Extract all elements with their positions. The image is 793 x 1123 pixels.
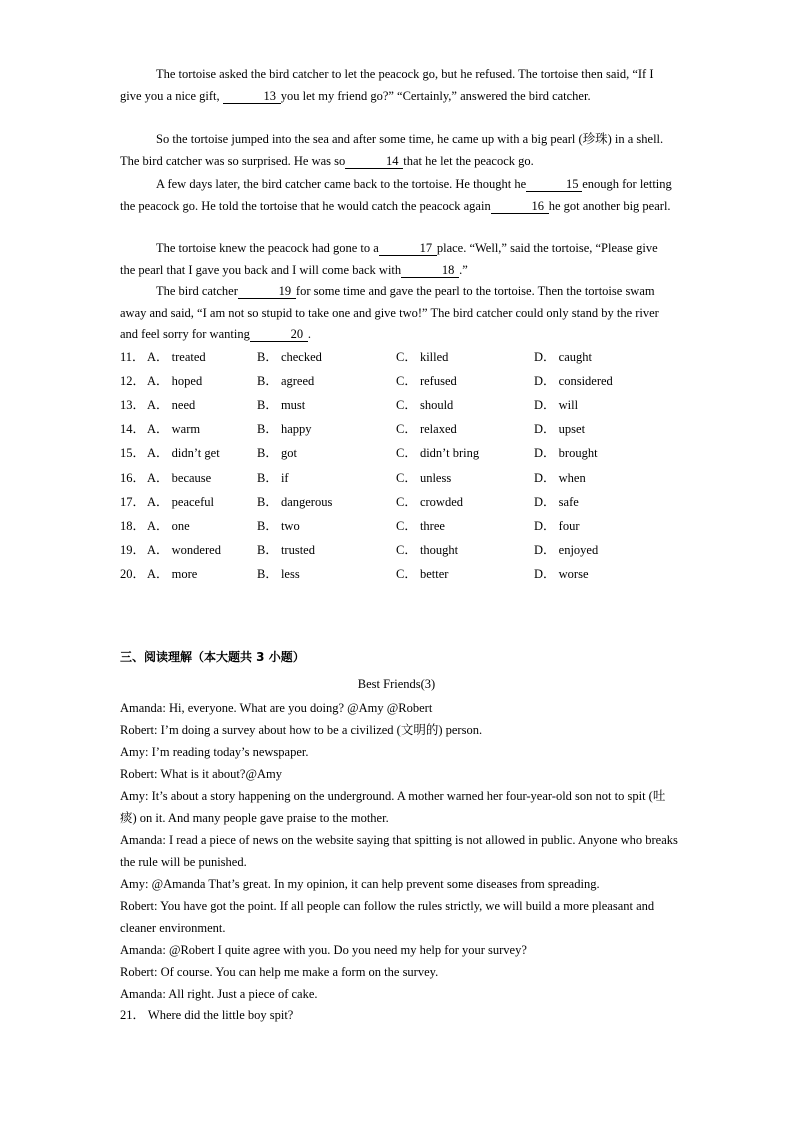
- blank-17: 17: [379, 241, 437, 256]
- option-c[interactable]: C． unless: [396, 471, 452, 485]
- option-a[interactable]: A． more: [147, 567, 198, 581]
- option-row-17: [120, 492, 680, 512]
- blank-19: 19: [238, 284, 296, 299]
- option-d[interactable]: D． brought: [534, 446, 598, 460]
- cloze-paragraph-5: [120, 281, 675, 346]
- cloze-paragraph-4: [120, 238, 675, 281]
- question-number: 14．: [120, 422, 146, 436]
- section-heading: 三、阅读理解（本大题共 3 小题）: [120, 650, 305, 664]
- dialogue-line: Amanda: Hi, everyone. What are you doing? @Amy @Robert: [120, 701, 433, 715]
- option-row-13: [120, 395, 680, 415]
- question-number: 17．: [120, 495, 146, 509]
- option-d[interactable]: D． when: [534, 471, 586, 485]
- option-a[interactable]: A． need: [147, 398, 196, 412]
- blank-20: 20: [250, 327, 308, 342]
- option-d[interactable]: D． four: [534, 519, 580, 533]
- dialogue-line: Robert: You have got the point. If all people can follow the rules strictly, we will build a more pleasant and cleaner environment.: [120, 899, 655, 935]
- option-c[interactable]: C． better: [396, 567, 449, 581]
- option-c[interactable]: C． three: [396, 519, 445, 533]
- dialogue-line: Amanda: @Robert I quite agree with you. Do you need my help for your survey?: [120, 943, 527, 957]
- text: The bird catcher: [156, 284, 238, 298]
- dialogue-line: Amanda: I read a piece of news on the website saying that spitting is not allowed in public. Anyone who breaks the rule will be punished.: [120, 833, 678, 869]
- option-row-18: [120, 516, 680, 536]
- blank-18: 18: [401, 263, 459, 278]
- option-row-11: [120, 347, 680, 367]
- passage-title: Best Friends(3): [357, 677, 436, 691]
- blank-16: 16: [491, 199, 549, 214]
- option-d[interactable]: D． caught: [534, 350, 592, 364]
- option-c[interactable]: C． relaxed: [396, 422, 457, 436]
- option-b[interactable]: B． trusted: [257, 543, 315, 557]
- dialogue-line: Amy: @Amanda That’s great. In my opinion, it can help prevent some diseases from spreading.: [120, 877, 600, 891]
- option-c[interactable]: C． should: [396, 398, 454, 412]
- question-number: 16．: [120, 471, 146, 485]
- option-b[interactable]: B． checked: [257, 350, 322, 364]
- text: .”: [459, 262, 468, 277]
- option-b[interactable]: B． two: [257, 519, 300, 533]
- option-d[interactable]: D． enjoyed: [534, 543, 599, 557]
- option-b[interactable]: B． if: [257, 471, 289, 485]
- cloze-paragraph-3: [120, 174, 675, 217]
- option-d[interactable]: D． considered: [534, 374, 613, 388]
- option-a[interactable]: A． warm: [147, 422, 201, 436]
- question-number: 18．: [120, 519, 146, 533]
- text: The tortoise asked the bird catcher to let the peacock go, but he refused. The tortoise then said, “If I give you a nice gift,: [120, 67, 654, 103]
- option-b[interactable]: B． agreed: [257, 374, 315, 388]
- blank-13: 13: [223, 89, 281, 104]
- dialogue-passage: [120, 697, 680, 1005]
- cloze-paragraph-2: [120, 129, 675, 172]
- text: A few days later, the bird catcher came back to the tortoise. He thought he: [156, 177, 527, 191]
- text: that he let the peacock go.: [403, 153, 534, 168]
- option-b[interactable]: B． got: [257, 446, 297, 460]
- dialogue-line: Amanda: All right. Just a piece of cake.: [120, 987, 318, 1001]
- text: The tortoise knew the peacock had gone to a: [156, 241, 379, 255]
- question-number: 20．: [120, 567, 146, 581]
- text: .: [307, 327, 311, 341]
- option-c[interactable]: C． crowded: [396, 495, 463, 509]
- option-c[interactable]: C． killed: [396, 350, 449, 364]
- option-d[interactable]: D． will: [534, 398, 579, 412]
- blank-15: 15: [526, 177, 582, 192]
- option-c[interactable]: C． didn’t bring: [396, 446, 480, 460]
- option-a[interactable]: A． peaceful: [147, 495, 214, 509]
- option-b[interactable]: B． dangerous: [257, 495, 333, 509]
- option-b[interactable]: B． must: [257, 398, 306, 412]
- option-b[interactable]: B． less: [257, 567, 300, 581]
- option-b[interactable]: B． happy: [257, 422, 312, 436]
- option-row-15: [120, 443, 680, 463]
- question-number: 11．: [120, 350, 145, 364]
- option-a[interactable]: A． because: [147, 471, 212, 485]
- option-a[interactable]: A． wondered: [147, 543, 221, 557]
- option-row-14: [120, 419, 680, 439]
- dialogue-line: Robert: Of course. You can help me make a form on the survey.: [120, 965, 439, 979]
- question-number: 12．: [120, 374, 146, 388]
- text: enough for letting the peacock go. He told the tortoise that he would catch the peacock again: [120, 177, 672, 213]
- dialogue-line: Robert: What is it about?@Amy: [120, 767, 282, 781]
- option-c[interactable]: C． refused: [396, 374, 457, 388]
- question-number: 13．: [120, 398, 146, 412]
- question-number: 19．: [120, 543, 146, 557]
- option-row-16: [120, 468, 680, 488]
- option-a[interactable]: A． didn’t get: [147, 446, 220, 460]
- option-d[interactable]: D． safe: [534, 495, 579, 509]
- dialogue-line: Amy: I’m reading today’s newspaper.: [120, 745, 309, 759]
- question-21: 21． Where did the little boy spit?: [120, 1008, 294, 1022]
- option-row-19: [120, 540, 680, 560]
- option-a[interactable]: A． treated: [147, 350, 206, 364]
- option-d[interactable]: D． upset: [534, 422, 586, 436]
- blank-14: 14: [345, 154, 403, 169]
- option-d[interactable]: D． worse: [534, 567, 589, 581]
- option-c[interactable]: C． thought: [396, 543, 459, 557]
- option-row-12: [120, 371, 680, 391]
- text: place. “Well,” said the tortoise, “Please give the pearl that I gave you back and I will come back with: [120, 241, 658, 277]
- dialogue-line: Robert: I’m doing a survey about how to be a civilized (文明的) person.: [120, 723, 483, 737]
- question-number: 15．: [120, 446, 146, 460]
- option-a[interactable]: A． hoped: [147, 374, 203, 388]
- option-a[interactable]: A． one: [147, 519, 190, 533]
- text: you let my friend go?” “Certainly,” answered the bird catcher.: [280, 88, 591, 103]
- text: So the tortoise jumped into the sea and after some time, he came up with a big pearl (珍珠) in a shell. The bird catcher was so surprised. He was so: [120, 132, 664, 168]
- text: he got another big pearl.: [548, 198, 671, 213]
- option-row-20: [120, 564, 680, 584]
- dialogue-line: Amy: It’s about a story happening on the underground. A mother warned her four-year-old son not to spit (吐痰) on it. And many people gave praise to the mother.: [120, 789, 666, 825]
- cloze-paragraph-1: [120, 64, 675, 107]
- text: for some time and gave the pearl to the tortoise. Then the tortoise swam away and said, “I am not so stupid to take one and give two!” The bird catcher could only stand by the river and feel sorry for wanting: [120, 284, 659, 341]
